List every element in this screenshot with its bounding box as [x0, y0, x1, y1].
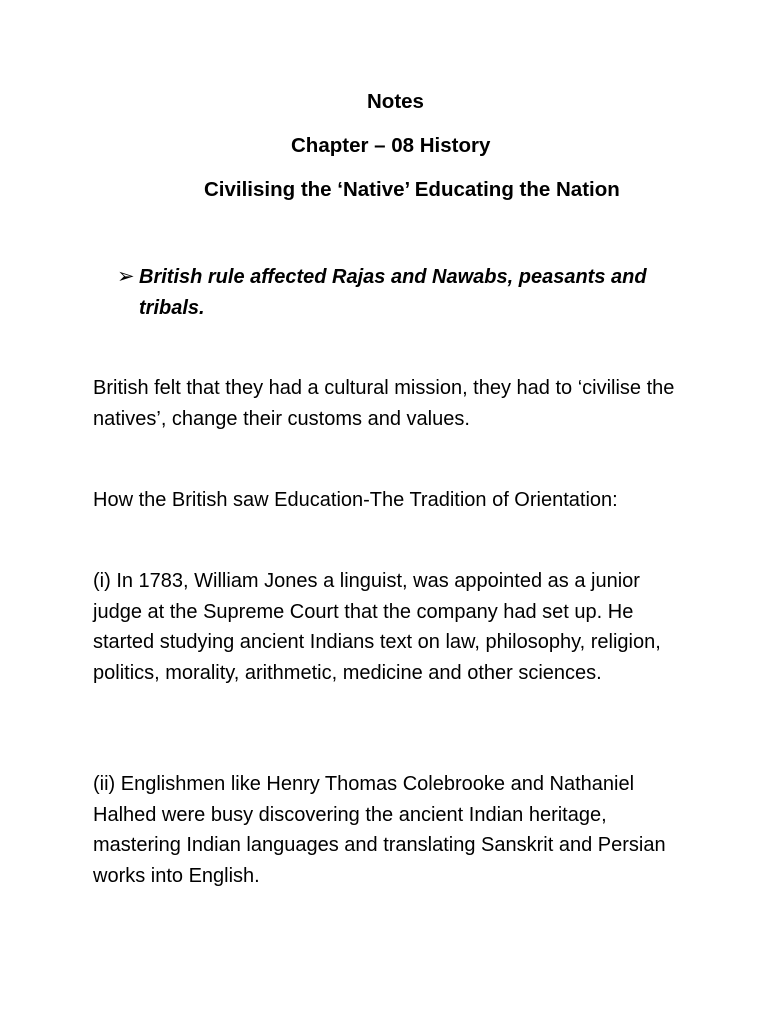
paragraph-william-jones: (i) In 1783, William Jones a linguist, was appointed as a junior judge at the Supreme Court that the company had set up. He started studying ancient Indians text on law, philosophy, religion, politics, morality, arithmetic, medicine and other sciences.: [93, 570, 661, 684]
chapter-heading: Chapter – 08 History: [291, 134, 491, 157]
paragraph-section-heading: How the British saw Education-The Tradition of Orientation:: [93, 489, 618, 511]
bullet-point: [117, 262, 677, 324]
arrow-bullet-icon: ➢: [117, 265, 135, 288]
page-title: Notes: [367, 90, 424, 113]
bullet-text: British rule affected Rajas and Nawabs, peasants and tribals.: [139, 266, 647, 319]
paragraph-cultural-mission: British felt that they had a cultural mission, they had to ‘civilise the natives’, change their customs and values.: [93, 377, 675, 430]
paragraph-englishmen: (ii) Englishmen like Henry Thomas Colebrooke and Nathaniel Halhed were busy discovering the ancient Indian heritage, mastering Indian languages and translating Sanskrit and Persian works into English.: [93, 773, 666, 887]
chapter-subtitle: Civilising the ‘Native’ Educating the Nation: [204, 178, 620, 201]
